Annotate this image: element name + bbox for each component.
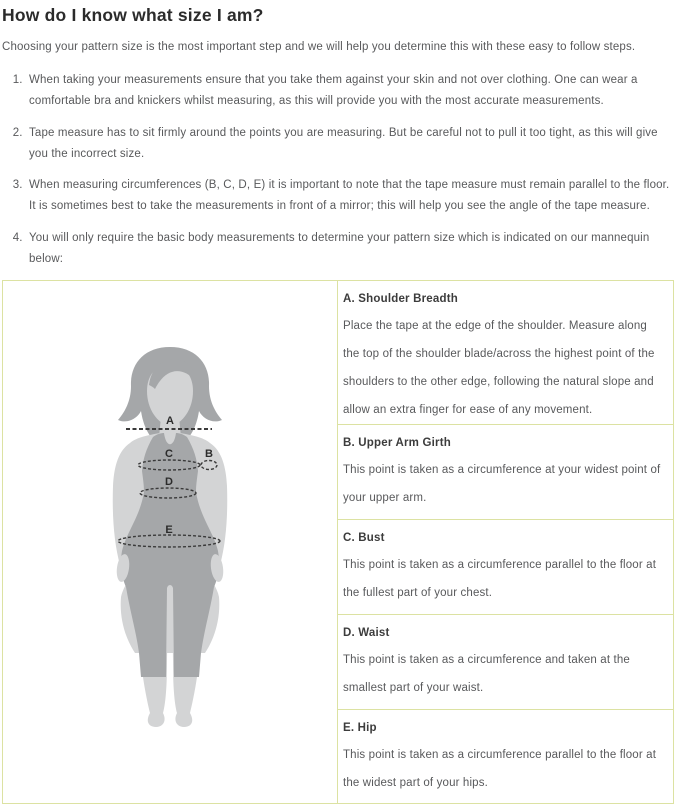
size-guide-panel	[2, 280, 674, 804]
measurement-description: This point is taken as a circumference at your widest point of your upper arm.	[343, 464, 661, 505]
label-b: B	[205, 448, 213, 461]
mannequin-illustration	[3, 281, 337, 803]
measurement-row-waist	[338, 615, 673, 710]
measurement-description: Place the tape at the edge of the shoulder. Measure along the top of the shoulder blade/across the highest point of the shoulders to the other edge, following the natural slope and allow an extra finger for ease of any movement.	[343, 320, 655, 417]
steps-list	[2, 70, 677, 270]
measurement-row-hip	[338, 710, 673, 803]
measurement-definitions	[338, 281, 673, 803]
label-e: E	[165, 524, 173, 537]
step-item-4: 4. You will only require the basic body measurements to determine your pattern size which is indicated on our mannequin below:	[26, 228, 677, 271]
label-c: C	[165, 448, 173, 461]
measurement-heading: E. Hip	[343, 722, 377, 735]
measurement-description: This point is taken as a circumference parallel to the floor at the widest part of your hips.	[343, 749, 657, 790]
measurement-heading: D. Waist	[343, 627, 390, 640]
label-d: D	[165, 476, 173, 489]
measurement-row-upper-arm	[338, 425, 673, 520]
step-item-2: 2. Tape measure has to sit firmly around the points you are measuring. But be careful not to pull it too tight, as this will give you the incorrect size.	[26, 123, 677, 166]
measurement-heading: B. Upper Arm Girth	[343, 437, 451, 450]
measurement-row-shoulder	[338, 281, 673, 425]
measurement-heading: A. Shoulder Breadth	[343, 293, 458, 306]
intro-text: Choosing your pattern size is the most important step and we will help you determine this with these easy to follow steps.	[2, 41, 636, 53]
label-a: A	[166, 415, 174, 428]
page-title: How do I know what size I am?	[2, 5, 264, 25]
step-item-1: 1. When taking your measurements ensure that you take them against your skin and not over clothing. One can wear a comfortable bra and knickers whilst measuring, as this will provide you with the most accurate measurements.	[26, 70, 677, 113]
measurement-description: This point is taken as a circumference and taken at the smallest part of your waist.	[343, 654, 630, 695]
measurement-description: This point is taken as a circumference parallel to the floor at the fullest part of your chest.	[343, 559, 657, 600]
mannequin-cell	[3, 281, 338, 803]
measurement-heading: C. Bust	[343, 532, 385, 545]
measurement-row-bust	[338, 520, 673, 615]
step-item-3: 3. When measuring circumferences (B, C, D, E) it is important to note that the tape measure must remain parallel to the floor. It is sometimes best to take the measurements in front of a mirror; this will help you see the angle of the tape measure.	[26, 175, 677, 218]
